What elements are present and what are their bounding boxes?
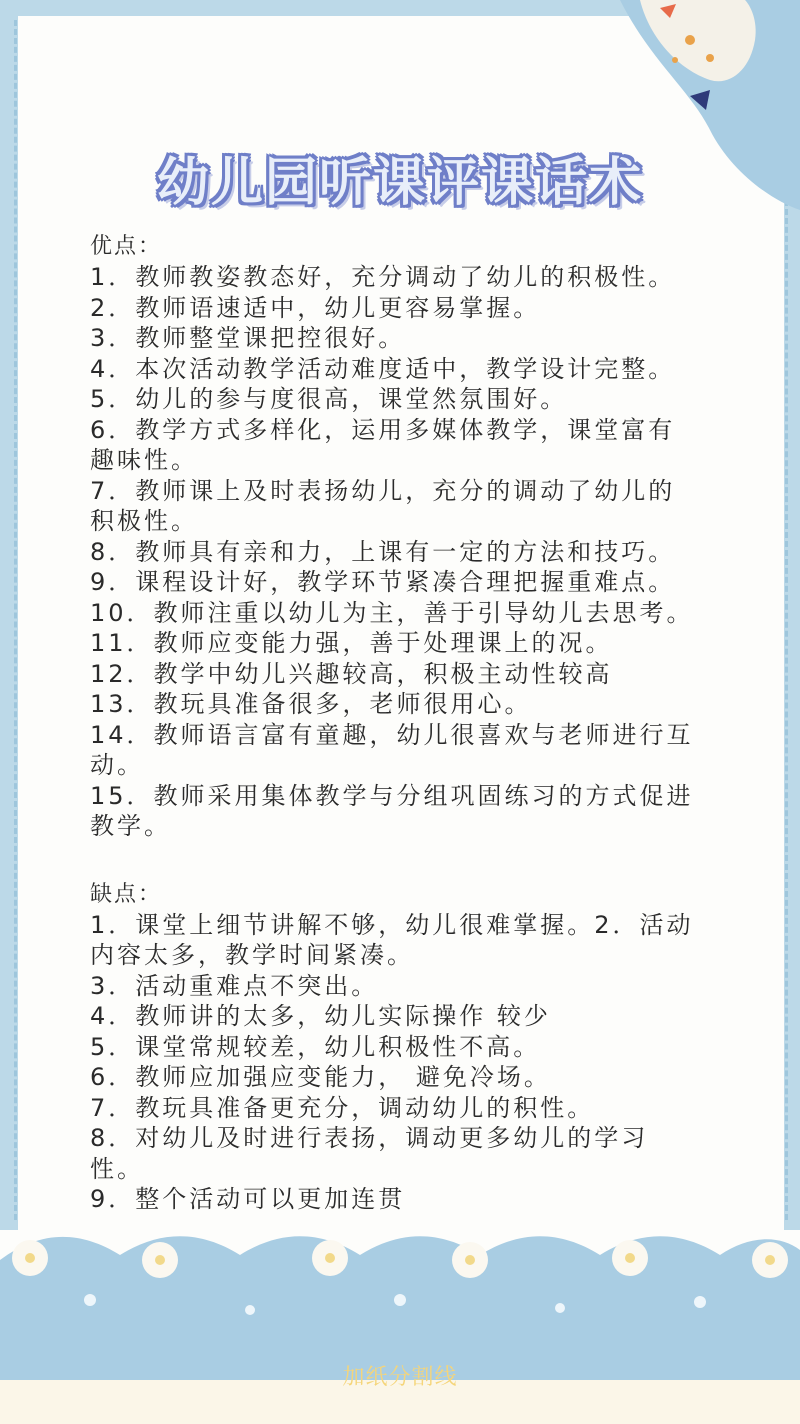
list-item: 3．教师整堂课把控很好。 [90, 324, 406, 352]
list-item: 8．对幼儿及时进行表扬，调动更多幼儿的学习 [90, 1124, 649, 1152]
list-item: 5．幼儿的参与度很高，课堂然氛围好。 [90, 385, 568, 413]
list-item: 2．教师语速适中，幼儿更容易掌握。 [90, 293, 541, 322]
list-item: 1．课堂上细节讲解不够，幼儿很难掌握。2．活动 [90, 910, 694, 939]
list-item: 14．教师语言富有童趣，幼儿很喜欢与老师进行互 [90, 720, 694, 749]
list-item: 3．活动重难点不突出。 [90, 971, 379, 1000]
list-item: 6．教学方式多样化，运用多媒体教学，课堂富有 [90, 415, 676, 444]
list-item: 5．课堂常规较差，幼儿积极性不高。 [90, 1032, 541, 1061]
flower-cloud-border [0, 1230, 800, 1424]
list-item: 10．教师注重以幼儿为主，善于引导幼儿去思考。 [90, 598, 694, 627]
list-item: 11．教师应变能力强，善于处理课上的况。 [90, 629, 613, 657]
list-item: 动。 [90, 751, 144, 779]
advantages-list [90, 262, 740, 842]
footer-divider-label: 加纸分割线 [342, 1365, 458, 1390]
list-item: 9．整个活动可以更加连贯 [90, 1185, 406, 1213]
list-item: 性。 [90, 1154, 144, 1183]
list-item: 趣味性。 [90, 446, 198, 474]
list-item: 内容太多，教学时间紧凑。 [90, 941, 414, 969]
right-dashed-line [785, 200, 788, 1220]
list-item: 12．教学中幼儿兴趣较高，积极主动性较高 [90, 659, 613, 688]
list-item: 积极性。 [90, 507, 198, 535]
list-item: 15．教师采用集体教学与分组巩固练习的方式促进 [90, 781, 694, 810]
list-item: 6．教师应加强应变能力， 避免冷场。 [90, 1063, 551, 1091]
section-spacer [90, 842, 740, 880]
disadvantages-list [90, 910, 740, 1215]
list-item: 8．教师具有亲和力，上课有一定的方法和技巧。 [90, 537, 676, 566]
content-area [90, 232, 740, 1215]
list-item: 7．教玩具准备更充分，调动幼儿的积性。 [90, 1093, 595, 1122]
list-item: 4．本次活动教学活动难度适中，教学设计完整。 [90, 354, 676, 383]
list-item: 13．教玩具准备很多，老师很用心。 [90, 690, 532, 718]
disadvantages-heading: 缺点： [90, 881, 163, 907]
page-title: 幼儿园听课评课话术 [156, 153, 643, 213]
list-item: 4．教师讲的太多，幼儿实际操作 较少 [90, 1002, 551, 1030]
list-item: 9．课程设计好，教学环节紧凑合理把握重难点。 [90, 568, 676, 596]
list-item: 1．教师教姿教态好，充分调动了幼儿的积极性。 [90, 263, 676, 291]
list-item: 7．教师课上及时表扬幼儿，充分的调动了幼儿的 [90, 476, 676, 505]
list-item: 教学。 [90, 812, 171, 840]
advantages-heading: 优点： [90, 234, 163, 259]
